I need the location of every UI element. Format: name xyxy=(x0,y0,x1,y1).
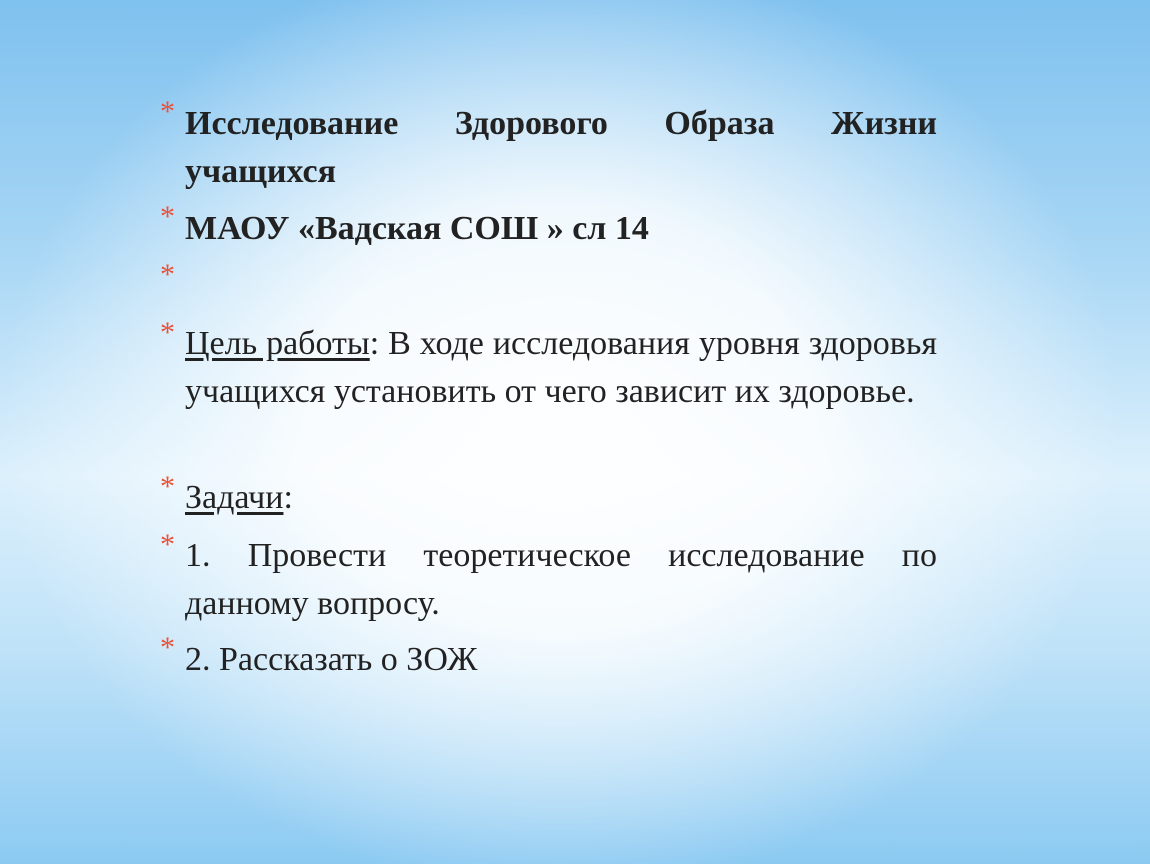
goal-paragraph xyxy=(185,320,937,416)
tasks-heading xyxy=(185,474,937,522)
bullet-icon: * xyxy=(160,258,175,291)
bullet-icon: * xyxy=(160,200,175,233)
bullet-icon: * xyxy=(160,528,175,561)
bullet-icon: * xyxy=(160,631,175,664)
task-2: 2. Рассказать о ЗОЖ xyxy=(185,641,478,678)
bullet-icon: * xyxy=(160,316,175,349)
goal-label: Цель работы xyxy=(185,325,370,362)
tasks-label: Задачи xyxy=(185,479,284,516)
school-line: МАОУ «Вадская СОШ » сл 14 xyxy=(185,210,649,247)
bullet-icon: * xyxy=(160,470,175,503)
task-1: 1. Провести теоретическое исследование по данному вопросу. xyxy=(185,537,937,622)
goal-text: : В ходе исследования уровня здоровья учащихся установить от чего зависит их здоровье. xyxy=(185,325,938,410)
tasks-colon: : xyxy=(283,479,293,516)
slide-title-line: Исследование Здорового Образа Жизни учащихся xyxy=(185,105,937,190)
bullet-icon: * xyxy=(160,95,175,128)
